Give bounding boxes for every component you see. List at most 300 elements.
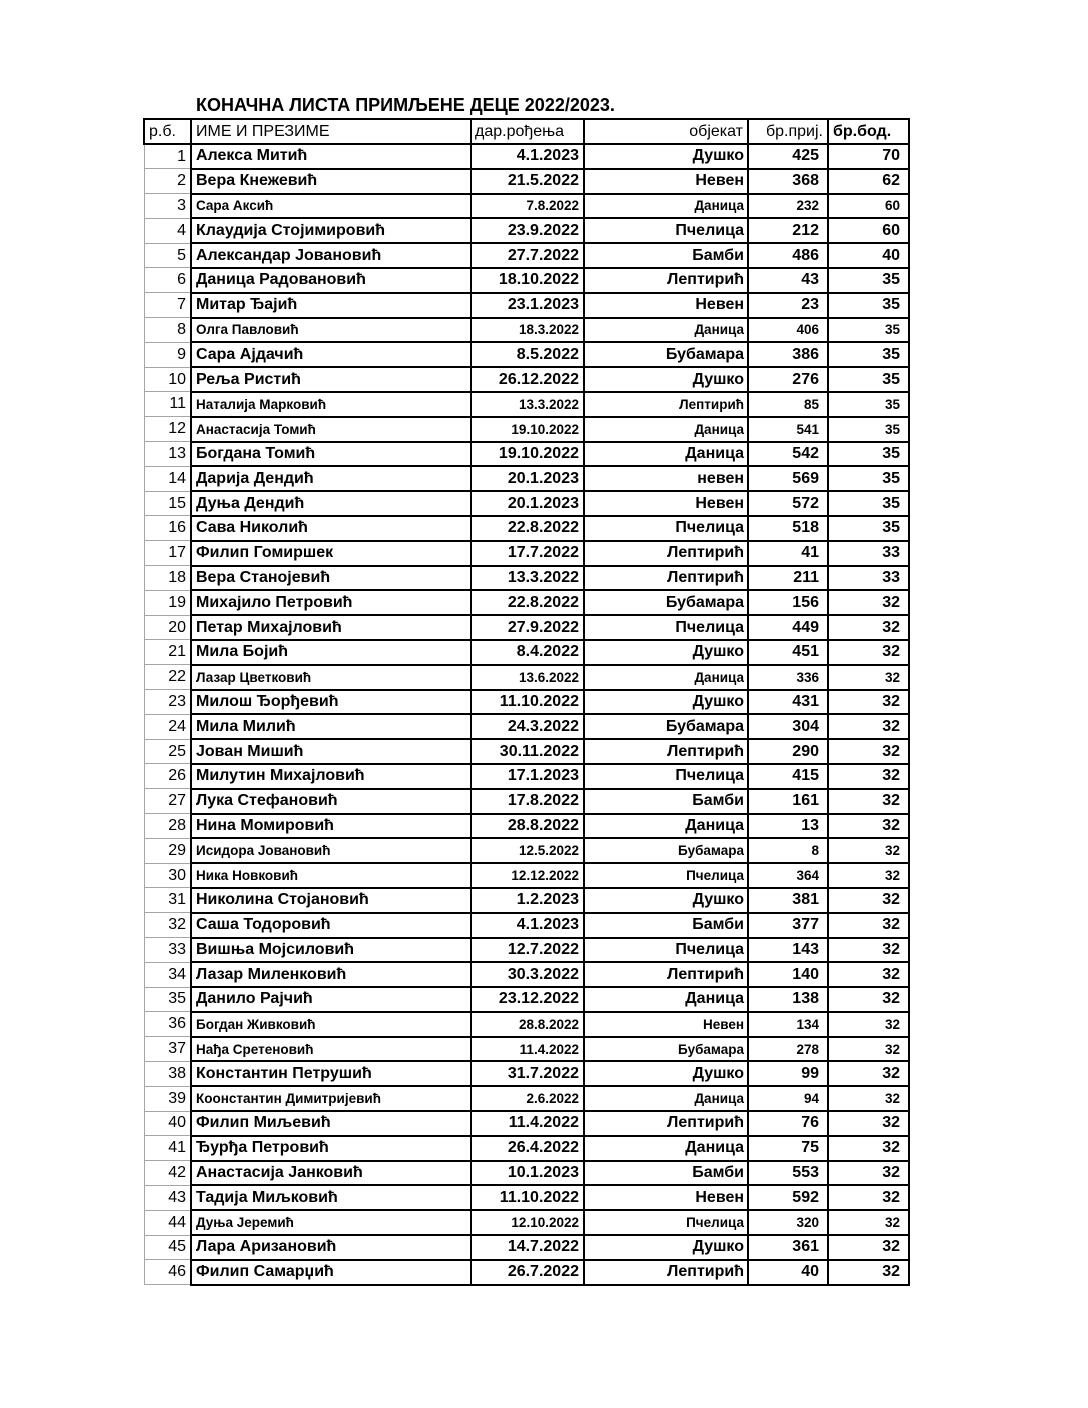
application-number: 451 [748, 640, 828, 665]
points-number: 32 [828, 615, 909, 640]
points-number: 60 [828, 194, 909, 219]
birth-date: 14.7.2022 [471, 1235, 584, 1260]
facility-name: Душко [584, 1061, 748, 1086]
child-name: Даница Радовановић [191, 268, 471, 293]
table-row [144, 714, 909, 739]
application-number: 542 [748, 442, 828, 467]
points-number: 32 [828, 814, 909, 839]
table-body [144, 144, 909, 1285]
table-row [144, 566, 909, 591]
facility-name: Невен [584, 169, 748, 194]
points-number: 32 [828, 888, 909, 913]
application-number: 43 [748, 268, 828, 293]
birth-date: 26.12.2022 [471, 367, 584, 392]
child-name: Лара Аризановић [191, 1235, 471, 1260]
row-number: 20 [144, 615, 191, 640]
birth-date: 11.4.2022 [471, 1037, 584, 1062]
child-name: Коонстантин Димитријевић [191, 1086, 471, 1111]
application-number: 40 [748, 1260, 828, 1285]
birth-date: 10.1.2023 [471, 1161, 584, 1186]
points-number: 62 [828, 169, 909, 194]
facility-name: Даница [584, 1086, 748, 1111]
table-row [144, 491, 909, 516]
facility-name: Пчелица [584, 615, 748, 640]
child-name: Вера Станојевић [191, 566, 471, 591]
row-number: 28 [144, 814, 191, 839]
child-name: Милош Ђорђевић [191, 690, 471, 715]
child-name: Дуња Јеремић [191, 1210, 471, 1235]
points-number: 35 [828, 293, 909, 318]
application-number: 304 [748, 714, 828, 739]
facility-name: Пчелица [584, 218, 748, 243]
child-name: Јован Мишић [191, 739, 471, 764]
birth-date: 12.7.2022 [471, 938, 584, 963]
row-number: 26 [144, 764, 191, 789]
table-row [144, 863, 909, 888]
facility-name: Лептирић [584, 1111, 748, 1136]
application-number: 406 [748, 318, 828, 343]
row-number: 29 [144, 838, 191, 863]
application-number: 276 [748, 367, 828, 392]
header-facility: објекат [584, 119, 748, 144]
child-name: Олга Павловић [191, 318, 471, 343]
application-number: 232 [748, 194, 828, 219]
child-name: Нађа Сретеновић [191, 1037, 471, 1062]
table-row [144, 541, 909, 566]
points-number: 35 [828, 417, 909, 442]
birth-date: 23.1.2023 [471, 293, 584, 318]
row-number: 19 [144, 590, 191, 615]
application-number: 364 [748, 863, 828, 888]
points-number: 32 [828, 1161, 909, 1186]
application-number: 518 [748, 516, 828, 541]
table-row [144, 690, 909, 715]
facility-name: Невен [584, 1185, 748, 1210]
row-number: 7 [144, 293, 191, 318]
row-number: 43 [144, 1185, 191, 1210]
table-row [144, 789, 909, 814]
facility-name: Невен [584, 293, 748, 318]
points-number: 40 [828, 243, 909, 268]
child-name: Исидора Јовановић [191, 838, 471, 863]
child-name: Богдана Томић [191, 442, 471, 467]
row-number: 31 [144, 888, 191, 913]
table-row [144, 243, 909, 268]
birth-date: 31.7.2022 [471, 1061, 584, 1086]
header-name-surname: ИМЕ И ПРЕЗИМЕ [191, 119, 471, 144]
birth-date: 18.3.2022 [471, 318, 584, 343]
birth-date: 19.10.2022 [471, 442, 584, 467]
points-number: 35 [828, 491, 909, 516]
row-number: 38 [144, 1061, 191, 1086]
birth-date: 22.8.2022 [471, 590, 584, 615]
child-name: Дуња Дендић [191, 491, 471, 516]
birth-date: 23.12.2022 [471, 987, 584, 1012]
child-name: Ђурђа Петровић [191, 1136, 471, 1161]
table-row [144, 1012, 909, 1037]
birth-date: 4.1.2023 [471, 913, 584, 938]
table-row [144, 1185, 909, 1210]
points-number: 32 [828, 764, 909, 789]
facility-name: Душко [584, 690, 748, 715]
table-row [144, 1111, 909, 1136]
facility-name: Даница [584, 442, 748, 467]
child-name: Саша Тодоровић [191, 913, 471, 938]
birth-date: 26.7.2022 [471, 1260, 584, 1285]
table-row [144, 987, 909, 1012]
points-number: 32 [828, 838, 909, 863]
table-row [144, 665, 909, 690]
child-name: Анастасија Томић [191, 417, 471, 442]
table-row [144, 318, 909, 343]
points-number: 32 [828, 640, 909, 665]
child-name: Данило Рајчић [191, 987, 471, 1012]
row-number: 13 [144, 442, 191, 467]
row-number: 15 [144, 491, 191, 516]
application-number: 8 [748, 838, 828, 863]
points-number: 35 [828, 466, 909, 491]
application-number: 386 [748, 342, 828, 367]
row-number: 23 [144, 690, 191, 715]
child-name: Реља Ристић [191, 367, 471, 392]
child-name: Сара Аксић [191, 194, 471, 219]
facility-name: Невен [584, 1012, 748, 1037]
header-birth-date: дар.рођења [471, 119, 584, 144]
facility-name: Пчелица [584, 1210, 748, 1235]
table-row [144, 342, 909, 367]
table-row [144, 615, 909, 640]
facility-name: Даница [584, 318, 748, 343]
row-number: 36 [144, 1012, 191, 1037]
points-number: 32 [828, 1260, 909, 1285]
points-number: 32 [828, 1086, 909, 1111]
header-application-number: бр.приј. [748, 119, 828, 144]
row-number: 22 [144, 665, 191, 690]
row-number: 4 [144, 218, 191, 243]
facility-name: Бубамара [584, 342, 748, 367]
row-number: 44 [144, 1210, 191, 1235]
application-number: 486 [748, 243, 828, 268]
facility-name: Пчелица [584, 938, 748, 963]
table-row [144, 367, 909, 392]
birth-date: 11.10.2022 [471, 690, 584, 715]
row-number: 6 [144, 268, 191, 293]
table-row [144, 838, 909, 863]
row-number: 5 [144, 243, 191, 268]
facility-name: Даница [584, 665, 748, 690]
points-number: 32 [828, 590, 909, 615]
child-name: Сара Ајдачић [191, 342, 471, 367]
birth-date: 4.1.2023 [471, 144, 584, 169]
application-number: 361 [748, 1235, 828, 1260]
child-name: Петар Михајловић [191, 615, 471, 640]
application-number: 75 [748, 1136, 828, 1161]
row-number: 24 [144, 714, 191, 739]
table-row [144, 417, 909, 442]
facility-name: Лептирић [584, 566, 748, 591]
child-name: Сава Николић [191, 516, 471, 541]
application-number: 377 [748, 913, 828, 938]
facility-name: Лептирић [584, 268, 748, 293]
application-number: 156 [748, 590, 828, 615]
row-number: 32 [144, 913, 191, 938]
birth-date: 17.1.2023 [471, 764, 584, 789]
row-number: 35 [144, 987, 191, 1012]
facility-name: Пчелица [584, 764, 748, 789]
row-number: 45 [144, 1235, 191, 1260]
table-row [144, 169, 909, 194]
facility-name: Пчелица [584, 516, 748, 541]
facility-name: Лептирић [584, 962, 748, 987]
table-row [144, 268, 909, 293]
row-number: 33 [144, 938, 191, 963]
table-row [144, 144, 909, 169]
birth-date: 28.8.2022 [471, 1012, 584, 1037]
table-row [144, 516, 909, 541]
points-number: 35 [828, 268, 909, 293]
points-number: 35 [828, 516, 909, 541]
points-number: 32 [828, 714, 909, 739]
facility-name: Даница [584, 987, 748, 1012]
points-number: 32 [828, 987, 909, 1012]
birth-date: 1.2.2023 [471, 888, 584, 913]
points-number: 35 [828, 342, 909, 367]
child-name: Михајило Петровић [191, 590, 471, 615]
row-number: 17 [144, 541, 191, 566]
row-number: 12 [144, 417, 191, 442]
row-number: 11 [144, 392, 191, 417]
facility-name: Бубамара [584, 590, 748, 615]
child-name: Богдан Живковић [191, 1012, 471, 1037]
birth-date: 27.9.2022 [471, 615, 584, 640]
table-row [144, 962, 909, 987]
facility-name: Душко [584, 1235, 748, 1260]
application-number: 212 [748, 218, 828, 243]
row-number: 14 [144, 466, 191, 491]
row-number: 16 [144, 516, 191, 541]
points-number: 32 [828, 863, 909, 888]
row-number: 21 [144, 640, 191, 665]
facility-name: Бубамара [584, 838, 748, 863]
birth-date: 17.8.2022 [471, 789, 584, 814]
application-number: 449 [748, 615, 828, 640]
table-row [144, 1061, 909, 1086]
birth-date: 28.8.2022 [471, 814, 584, 839]
table-row [144, 938, 909, 963]
facility-name: Бубамара [584, 1037, 748, 1062]
table-row [144, 1086, 909, 1111]
table-row [144, 913, 909, 938]
table-row [144, 739, 909, 764]
birth-date: 11.10.2022 [471, 1185, 584, 1210]
row-number: 39 [144, 1086, 191, 1111]
facility-name: Бамби [584, 789, 748, 814]
points-number: 32 [828, 690, 909, 715]
child-name: Дарија Дендић [191, 466, 471, 491]
facility-name: Лептирић [584, 1260, 748, 1285]
application-number: 431 [748, 690, 828, 715]
child-name: Вишња Мојсиловић [191, 938, 471, 963]
points-number: 33 [828, 541, 909, 566]
birth-date: 13.3.2022 [471, 392, 584, 417]
child-name: Тадија Миљковић [191, 1185, 471, 1210]
points-number: 35 [828, 392, 909, 417]
application-number: 140 [748, 962, 828, 987]
row-number: 18 [144, 566, 191, 591]
application-number: 13 [748, 814, 828, 839]
row-number: 25 [144, 739, 191, 764]
birth-date: 20.1.2023 [471, 466, 584, 491]
application-number: 368 [748, 169, 828, 194]
table-row [144, 293, 909, 318]
application-number: 161 [748, 789, 828, 814]
birth-date: 12.12.2022 [471, 863, 584, 888]
birth-date: 23.9.2022 [471, 218, 584, 243]
birth-date: 17.7.2022 [471, 541, 584, 566]
table-row [144, 888, 909, 913]
points-number: 33 [828, 566, 909, 591]
points-number: 35 [828, 442, 909, 467]
facility-name: Даница [584, 814, 748, 839]
birth-date: 12.10.2022 [471, 1210, 584, 1235]
application-number: 41 [748, 541, 828, 566]
facility-name: Душко [584, 367, 748, 392]
table-row [144, 1037, 909, 1062]
child-name: Николина Стојановић [191, 888, 471, 913]
application-number: 592 [748, 1185, 828, 1210]
child-name: Мила Бојић [191, 640, 471, 665]
application-number: 278 [748, 1037, 828, 1062]
application-number: 138 [748, 987, 828, 1012]
application-number: 320 [748, 1210, 828, 1235]
birth-date: 11.4.2022 [471, 1111, 584, 1136]
application-number: 85 [748, 392, 828, 417]
points-number: 32 [828, 1210, 909, 1235]
points-number: 32 [828, 913, 909, 938]
child-name: Мила Милић [191, 714, 471, 739]
row-number: 30 [144, 863, 191, 888]
application-number: 569 [748, 466, 828, 491]
points-number: 35 [828, 318, 909, 343]
birth-date: 30.11.2022 [471, 739, 584, 764]
child-name: Константин Петрушић [191, 1061, 471, 1086]
facility-name: невен [584, 466, 748, 491]
facility-name: Пчелица [584, 863, 748, 888]
birth-date: 8.4.2022 [471, 640, 584, 665]
points-number: 32 [828, 1037, 909, 1062]
child-name: Филип Самарџић [191, 1260, 471, 1285]
points-number: 32 [828, 739, 909, 764]
facility-name: Невен [584, 491, 748, 516]
facility-name: Лептирић [584, 392, 748, 417]
application-number: 553 [748, 1161, 828, 1186]
birth-date: 20.1.2023 [471, 491, 584, 516]
application-number: 99 [748, 1061, 828, 1086]
facility-name: Душко [584, 640, 748, 665]
birth-date: 13.3.2022 [471, 566, 584, 591]
points-number: 32 [828, 938, 909, 963]
application-number: 94 [748, 1086, 828, 1111]
row-number: 1 [144, 144, 191, 169]
points-number: 32 [828, 1061, 909, 1086]
facility-name: Бубамара [584, 714, 748, 739]
row-number: 3 [144, 194, 191, 219]
application-number: 76 [748, 1111, 828, 1136]
row-number: 46 [144, 1260, 191, 1285]
birth-date: 12.5.2022 [471, 838, 584, 863]
facility-name: Бамби [584, 913, 748, 938]
child-name: Вера Кнежевић [191, 169, 471, 194]
child-name: Филип Гомиршек [191, 541, 471, 566]
application-number: 290 [748, 739, 828, 764]
table-row [144, 640, 909, 665]
child-name: Лазар Миленковић [191, 962, 471, 987]
child-name: Ника Новковић [191, 863, 471, 888]
birth-date: 18.10.2022 [471, 268, 584, 293]
child-name: Анастасија Јанковић [191, 1161, 471, 1186]
facility-name: Лептирић [584, 739, 748, 764]
table-row [144, 764, 909, 789]
birth-date: 24.3.2022 [471, 714, 584, 739]
points-number: 32 [828, 962, 909, 987]
row-number: 41 [144, 1136, 191, 1161]
child-name: Милутин Михајловић [191, 764, 471, 789]
points-number: 32 [828, 665, 909, 690]
child-name: Лука Стефановић [191, 789, 471, 814]
application-number: 23 [748, 293, 828, 318]
birth-date: 8.5.2022 [471, 342, 584, 367]
application-number: 415 [748, 764, 828, 789]
row-number: 10 [144, 367, 191, 392]
birth-date: 7.8.2022 [471, 194, 584, 219]
table-row [144, 392, 909, 417]
row-number: 34 [144, 962, 191, 987]
table-row [144, 442, 909, 467]
admission-list-table [143, 118, 910, 1286]
facility-name: Бамби [584, 1161, 748, 1186]
points-number: 32 [828, 789, 909, 814]
table-row [144, 466, 909, 491]
child-name: Нина Момировић [191, 814, 471, 839]
application-number: 381 [748, 888, 828, 913]
application-number: 143 [748, 938, 828, 963]
birth-date: 21.5.2022 [471, 169, 584, 194]
facility-name: Лептирић [584, 541, 748, 566]
child-name: Лазар Цветковић [191, 665, 471, 690]
table-row [144, 1210, 909, 1235]
facility-name: Даница [584, 417, 748, 442]
row-number: 2 [144, 169, 191, 194]
birth-date: 2.6.2022 [471, 1086, 584, 1111]
row-number: 37 [144, 1037, 191, 1062]
child-name: Алекса Митић [191, 144, 471, 169]
birth-date: 27.7.2022 [471, 243, 584, 268]
table-row [144, 194, 909, 219]
birth-date: 26.4.2022 [471, 1136, 584, 1161]
table-row [144, 1161, 909, 1186]
application-number: 541 [748, 417, 828, 442]
application-number: 336 [748, 665, 828, 690]
birth-date: 13.6.2022 [471, 665, 584, 690]
row-number: 42 [144, 1161, 191, 1186]
header-row-number: р.б. [144, 119, 191, 144]
application-number: 134 [748, 1012, 828, 1037]
table-row [144, 1260, 909, 1285]
application-number: 425 [748, 144, 828, 169]
birth-date: 22.8.2022 [471, 516, 584, 541]
table-row [144, 1136, 909, 1161]
row-number: 40 [144, 1111, 191, 1136]
